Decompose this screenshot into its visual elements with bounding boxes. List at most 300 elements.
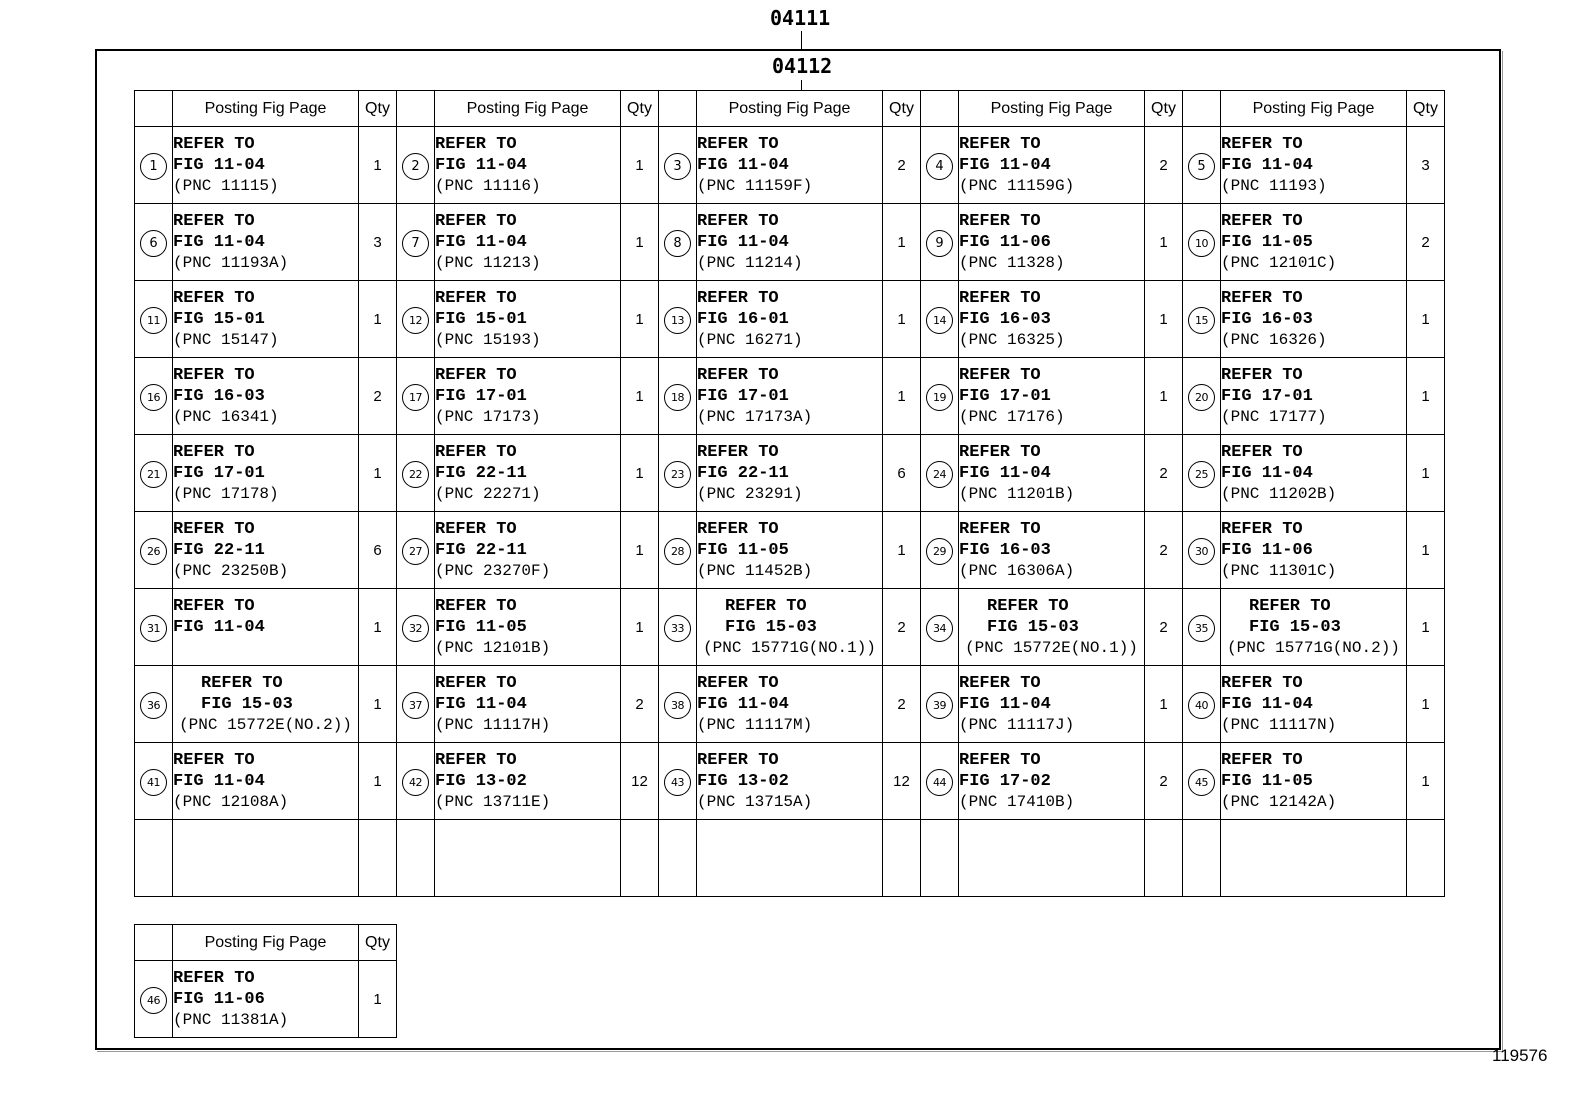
header-row: [135, 91, 1445, 127]
fig-page-text: FIG 11-05: [1221, 232, 1313, 252]
refer-to-text: REFER TO: [959, 442, 1041, 462]
callout-number: 12: [402, 307, 429, 334]
header-number-cell: [397, 91, 435, 127]
callout-number-cell: [921, 666, 959, 743]
pnc-text: (PNC 13711E): [435, 792, 551, 811]
pnc-text: (PNC 22271): [435, 484, 541, 503]
refer-to-text: REFER TO: [435, 673, 517, 693]
fig-page-text: FIG 11-05: [697, 540, 789, 560]
pnc-text: (PNC 11213): [435, 253, 541, 272]
reference-cell: [173, 204, 359, 281]
callout-number: 45: [1188, 769, 1215, 796]
pnc-text: (PNC 11381A): [173, 1010, 289, 1029]
callout-number-cell: [921, 512, 959, 589]
header-posting-fig-page: Posting Fig Page: [697, 91, 883, 127]
callout-number: 25: [1188, 461, 1215, 488]
reference-cell: [173, 666, 359, 743]
callout-number: 14: [926, 307, 953, 334]
refer-to-text: REFER TO: [173, 968, 255, 988]
reference-cell: [697, 127, 883, 204]
refer-to-text: REFER TO: [697, 750, 779, 770]
fig-page-text: FIG 11-04: [697, 155, 789, 175]
callout-number-cell: [659, 127, 697, 204]
refer-to-text: REFER TO: [959, 750, 1041, 770]
pnc-text: (PNC 11201B): [959, 484, 1075, 503]
fig-page-text: FIG 22-11: [435, 463, 527, 483]
pnc-text: (PNC 17173): [435, 407, 541, 426]
fig-page-text: FIG 11-04: [959, 694, 1051, 714]
pnc-text: (PNC 15147): [173, 330, 279, 349]
callout-number-cell: [135, 512, 173, 589]
callout-number-cell: [135, 743, 173, 820]
refer-to-text: REFER TO: [201, 673, 283, 693]
callout-number: 41: [140, 769, 167, 796]
callout-number: 36: [140, 692, 167, 719]
table-row: [135, 281, 1445, 358]
callout-number-cell: [921, 743, 959, 820]
callout-number: 37: [402, 692, 429, 719]
callout-number: 42: [402, 769, 429, 796]
callout-number-cell: [1183, 358, 1221, 435]
empty-cell: [173, 820, 359, 897]
group-label-04111: 04111: [770, 6, 831, 30]
callout-number: 23: [664, 461, 691, 488]
callout-number: 9: [926, 230, 953, 257]
qty-cell: 1: [1145, 204, 1183, 281]
header-qty: Qty: [359, 925, 397, 961]
header-number-cell: [135, 925, 173, 961]
callout-number: 8: [664, 230, 691, 257]
fig-page-text: FIG 15-01: [173, 309, 265, 329]
reference-cell: [173, 435, 359, 512]
table-row: [135, 666, 1445, 743]
refer-to-text: REFER TO: [173, 442, 255, 462]
qty-cell: 1: [359, 435, 397, 512]
fig-page-text: FIG 11-04: [435, 232, 527, 252]
fig-page-text: FIG 11-04: [173, 232, 265, 252]
qty-cell: 1: [1145, 281, 1183, 358]
callout-number: 20: [1188, 384, 1215, 411]
qty-cell: 2: [1145, 127, 1183, 204]
pnc-text: (PNC 17173A): [697, 407, 813, 426]
callout-number: 21: [140, 461, 167, 488]
pnc-text: (PNC 11116): [435, 176, 541, 195]
fig-page-text: FIG 16-03: [959, 540, 1051, 560]
qty-cell: 12: [883, 743, 921, 820]
pnc-text: (PNC 11452B): [697, 561, 813, 580]
callout-number: 19: [926, 384, 953, 411]
refer-to-text: REFER TO: [959, 673, 1041, 693]
reference-cell: [435, 435, 621, 512]
reference-cell: [1221, 435, 1407, 512]
pnc-text: (PNC 11117N): [1221, 715, 1337, 734]
pnc-text: (PNC 15771G(NO.2)): [1227, 638, 1400, 657]
pnc-text: (PNC 13715A): [697, 792, 813, 811]
fig-page-text: FIG 22-11: [435, 540, 527, 560]
callout-number-cell: [659, 204, 697, 281]
callout-number-cell: [921, 127, 959, 204]
reference-cell: [697, 358, 883, 435]
reference-cell: [173, 512, 359, 589]
refer-to-text: REFER TO: [697, 519, 779, 539]
fig-page-text: FIG 22-11: [697, 463, 789, 483]
callout-number-cell: [135, 281, 173, 358]
fig-page-text: FIG 22-11: [173, 540, 265, 560]
pnc-text: (PNC 11159G): [959, 176, 1075, 195]
fig-page-text: FIG 13-02: [435, 771, 527, 791]
empty-cell: [621, 820, 659, 897]
reference-cell: [1221, 512, 1407, 589]
fig-page-text: FIG 16-03: [959, 309, 1051, 329]
callout-number-cell: [921, 358, 959, 435]
callout-number: 13: [664, 307, 691, 334]
header-row: [135, 925, 397, 961]
refer-to-text: REFER TO: [725, 596, 807, 616]
reference-cell: [959, 666, 1145, 743]
fig-page-text: FIG 13-02: [697, 771, 789, 791]
callout-number: 40: [1188, 692, 1215, 719]
qty-cell: 1: [621, 358, 659, 435]
callout-number-cell: [659, 743, 697, 820]
header-qty: Qty: [621, 91, 659, 127]
fig-page-text: FIG 15-03: [1249, 617, 1341, 637]
callout-number-cell: [1183, 281, 1221, 358]
refer-to-text: REFER TO: [1221, 211, 1303, 231]
reference-cell: [697, 743, 883, 820]
fig-page-text: FIG 15-03: [987, 617, 1079, 637]
callout-number: 30: [1188, 538, 1215, 565]
callout-number-cell: [921, 281, 959, 358]
pnc-text: (PNC 11328): [959, 253, 1065, 272]
callout-number: 24: [926, 461, 953, 488]
fig-page-text: FIG 11-05: [1221, 771, 1313, 791]
empty-cell: [921, 820, 959, 897]
reference-cell: [435, 358, 621, 435]
fig-page-text: FIG 11-04: [1221, 694, 1313, 714]
pnc-text: (PNC 16325): [959, 330, 1065, 349]
qty-cell: 1: [359, 281, 397, 358]
pnc-text: (PNC 11115): [173, 176, 279, 195]
reference-cell: [1221, 127, 1407, 204]
qty-cell: 1: [1145, 358, 1183, 435]
fig-page-text: FIG 11-04: [1221, 155, 1313, 175]
header-number-cell: [921, 91, 959, 127]
refer-to-text: REFER TO: [987, 596, 1069, 616]
qty-cell: 2: [883, 589, 921, 666]
header-number-cell: [135, 91, 173, 127]
refer-to-text: REFER TO: [435, 365, 517, 385]
fig-page-text: FIG 11-04: [173, 617, 265, 637]
fig-page-text: FIG 11-04: [435, 155, 527, 175]
header-posting-fig-page: Posting Fig Page: [173, 925, 359, 961]
pnc-text: (PNC 11193A): [173, 253, 289, 272]
callout-number: 31: [140, 615, 167, 642]
refer-to-text: REFER TO: [697, 442, 779, 462]
qty-cell: 1: [359, 743, 397, 820]
header-posting-fig-page: Posting Fig Page: [173, 91, 359, 127]
callout-number: 11: [140, 307, 167, 334]
refer-to-text: REFER TO: [173, 288, 255, 308]
callout-number: 5: [1188, 153, 1215, 180]
pnc-text: (PNC 12108A): [173, 792, 289, 811]
pnc-text: (PNC 17176): [959, 407, 1065, 426]
callout-number-cell: [921, 589, 959, 666]
empty-cell: [1407, 820, 1445, 897]
pnc-text: (PNC 11117M): [697, 715, 813, 734]
callout-number: 44: [926, 769, 953, 796]
callout-number: 2: [402, 153, 429, 180]
callout-number: 26: [140, 538, 167, 565]
empty-cell: [959, 820, 1145, 897]
refer-to-text: REFER TO: [1221, 442, 1303, 462]
fig-page-text: FIG 11-04: [697, 694, 789, 714]
empty-row: [135, 820, 1445, 897]
reference-cell: [435, 589, 621, 666]
refer-to-text: REFER TO: [435, 134, 517, 154]
fig-page-text: FIG 11-06: [959, 232, 1051, 252]
table-row: [135, 358, 1445, 435]
reference-cell: [435, 666, 621, 743]
callout-number-cell: [135, 961, 173, 1038]
reference-cell: [1221, 666, 1407, 743]
refer-to-text: REFER TO: [173, 365, 255, 385]
callout-number-cell: [1183, 666, 1221, 743]
reference-cell: [173, 589, 359, 666]
qty-cell: 1: [621, 127, 659, 204]
reference-cell: [1221, 281, 1407, 358]
callout-number: 10: [1188, 230, 1215, 257]
callout-number-cell: [659, 281, 697, 358]
qty-cell: 1: [1407, 666, 1445, 743]
fig-page-text: FIG 11-04: [959, 463, 1051, 483]
qty-cell: 1: [1407, 435, 1445, 512]
header-number-cell: [659, 91, 697, 127]
qty-cell: 3: [1407, 127, 1445, 204]
callout-number: 4: [926, 153, 953, 180]
reference-cell: [435, 127, 621, 204]
parts-reference-table-extra: [134, 924, 397, 1038]
callout-number: 39: [926, 692, 953, 719]
fig-page-text: FIG 11-04: [435, 694, 527, 714]
refer-to-text: REFER TO: [697, 365, 779, 385]
callout-number-cell: [397, 743, 435, 820]
callout-number-cell: [659, 435, 697, 512]
qty-cell: 1: [621, 435, 659, 512]
reference-cell: [697, 435, 883, 512]
qty-cell: 2: [883, 127, 921, 204]
pnc-text: (PNC 15772E(NO.2)): [179, 715, 352, 734]
callout-number-cell: [135, 435, 173, 512]
qty-cell: 1: [621, 512, 659, 589]
qty-cell: 1: [359, 961, 397, 1038]
refer-to-text: REFER TO: [959, 519, 1041, 539]
refer-to-text: REFER TO: [173, 134, 255, 154]
fig-page-text: FIG 17-01: [697, 386, 789, 406]
qty-cell: 1: [883, 281, 921, 358]
pnc-text: (PNC 11159F): [697, 176, 813, 195]
pnc-text: (PNC 11301C): [1221, 561, 1337, 580]
callout-number-cell: [397, 127, 435, 204]
refer-to-text: REFER TO: [959, 134, 1041, 154]
qty-cell: 6: [883, 435, 921, 512]
reference-cell: [1221, 204, 1407, 281]
qty-cell: 1: [1407, 281, 1445, 358]
callout-number-cell: [397, 358, 435, 435]
pnc-text: (PNC 16341): [173, 407, 279, 426]
refer-to-text: REFER TO: [1221, 288, 1303, 308]
pnc-text: (PNC 12101C): [1221, 253, 1337, 272]
header-number-cell: [1183, 91, 1221, 127]
fig-page-text: FIG 15-03: [201, 694, 293, 714]
callout-number-cell: [397, 666, 435, 743]
qty-cell: 1: [883, 204, 921, 281]
callout-number-cell: [1183, 127, 1221, 204]
reference-cell: [959, 589, 1145, 666]
pnc-text: (PNC 23291): [697, 484, 803, 503]
header-posting-fig-page: Posting Fig Page: [435, 91, 621, 127]
fig-page-text: FIG 11-04: [697, 232, 789, 252]
qty-cell: 1: [621, 204, 659, 281]
callout-number: 33: [664, 615, 691, 642]
empty-cell: [359, 820, 397, 897]
empty-cell: [135, 820, 173, 897]
refer-to-text: REFER TO: [697, 288, 779, 308]
table-row: [135, 589, 1445, 666]
refer-to-text: REFER TO: [173, 519, 255, 539]
callout-number: 7: [402, 230, 429, 257]
fig-page-text: FIG 16-03: [173, 386, 265, 406]
qty-cell: 2: [359, 358, 397, 435]
pnc-text: (PNC 15771G(NO.1)): [703, 638, 876, 657]
reference-cell: [173, 281, 359, 358]
callout-number: 3: [664, 153, 691, 180]
callout-number: 43: [664, 769, 691, 796]
empty-cell: [1221, 820, 1407, 897]
callout-number: 34: [926, 615, 953, 642]
fig-page-text: FIG 15-01: [435, 309, 527, 329]
refer-to-text: REFER TO: [959, 211, 1041, 231]
reference-cell: [173, 127, 359, 204]
qty-cell: 2: [1145, 435, 1183, 512]
qty-cell: 2: [1145, 589, 1183, 666]
callout-number: 16: [140, 384, 167, 411]
pnc-text: (PNC 23250B): [173, 561, 289, 580]
group-label-04112: 04112: [772, 54, 833, 78]
callout-number: 32: [402, 615, 429, 642]
figure-id: 119576: [1492, 1046, 1548, 1065]
fig-page-text: FIG 17-02: [959, 771, 1051, 791]
callout-number: 1: [140, 153, 167, 180]
callout-number-cell: [135, 204, 173, 281]
refer-to-text: REFER TO: [1221, 519, 1303, 539]
callout-number-cell: [1183, 204, 1221, 281]
reference-cell: [959, 435, 1145, 512]
refer-to-text: REFER TO: [1249, 596, 1331, 616]
callout-number-cell: [397, 281, 435, 358]
refer-to-text: REFER TO: [435, 750, 517, 770]
qty-cell: 1: [1407, 512, 1445, 589]
qty-cell: 6: [359, 512, 397, 589]
refer-to-text: REFER TO: [1221, 134, 1303, 154]
refer-to-text: REFER TO: [435, 596, 517, 616]
header-qty: Qty: [1407, 91, 1445, 127]
empty-cell: [697, 820, 883, 897]
callout-number-cell: [397, 589, 435, 666]
pnc-text: (PNC 16306A): [959, 561, 1075, 580]
reference-cell: [173, 961, 359, 1038]
reference-cell: [697, 589, 883, 666]
callout-number: 27: [402, 538, 429, 565]
refer-to-text: REFER TO: [173, 596, 255, 616]
table-row: [135, 127, 1445, 204]
refer-to-text: REFER TO: [1221, 365, 1303, 385]
parts-reference-table: [134, 90, 1445, 897]
callout-number-cell: [135, 589, 173, 666]
refer-to-text: REFER TO: [1221, 750, 1303, 770]
fig-page-text: FIG 11-04: [173, 155, 265, 175]
qty-cell: 1: [359, 666, 397, 743]
callout-number: 22: [402, 461, 429, 488]
qty-cell: 1: [883, 512, 921, 589]
callout-number-cell: [921, 435, 959, 512]
callout-number: 38: [664, 692, 691, 719]
qty-cell: 2: [1407, 204, 1445, 281]
fig-page-text: FIG 11-05: [435, 617, 527, 637]
qty-cell: 3: [359, 204, 397, 281]
table-row: [135, 512, 1445, 589]
callout-number-cell: [397, 204, 435, 281]
pnc-text: (PNC 17178): [173, 484, 279, 503]
fig-page-text: FIG 11-06: [1221, 540, 1313, 560]
pnc-text: (PNC 17177): [1221, 407, 1327, 426]
reference-cell: [435, 281, 621, 358]
empty-cell: [1145, 820, 1183, 897]
callout-number-cell: [135, 127, 173, 204]
callout-number: 15: [1188, 307, 1215, 334]
refer-to-text: REFER TO: [435, 211, 517, 231]
leader-line-04112: [801, 80, 802, 90]
reference-cell: [435, 204, 621, 281]
refer-to-text: REFER TO: [959, 288, 1041, 308]
pnc-text: (PNC 23270F): [435, 561, 551, 580]
pnc-text: (PNC 11117J): [959, 715, 1075, 734]
callout-number-cell: [1183, 435, 1221, 512]
callout-number: 28: [664, 538, 691, 565]
fig-page-text: FIG 16-03: [1221, 309, 1313, 329]
header-qty: Qty: [1145, 91, 1183, 127]
fig-page-text: FIG 11-06: [173, 989, 265, 1009]
refer-to-text: REFER TO: [697, 673, 779, 693]
qty-cell: 1: [883, 358, 921, 435]
fig-page-text: FIG 17-01: [1221, 386, 1313, 406]
reference-cell: [435, 512, 621, 589]
qty-cell: 12: [621, 743, 659, 820]
pnc-text: (PNC 16271): [697, 330, 803, 349]
reference-cell: [697, 512, 883, 589]
refer-to-text: REFER TO: [697, 211, 779, 231]
callout-number: 46: [140, 987, 167, 1014]
fig-page-text: FIG 17-01: [959, 386, 1051, 406]
header-posting-fig-page: Posting Fig Page: [1221, 91, 1407, 127]
fig-page-text: FIG 11-04: [1221, 463, 1313, 483]
pnc-text: (PNC 11117H): [435, 715, 551, 734]
table-row: [135, 204, 1445, 281]
empty-cell: [883, 820, 921, 897]
leader-line-04111: [801, 31, 802, 49]
pnc-text: (PNC 11193): [1221, 176, 1327, 195]
pnc-text: [173, 638, 358, 659]
pnc-text: (PNC 11202B): [1221, 484, 1337, 503]
